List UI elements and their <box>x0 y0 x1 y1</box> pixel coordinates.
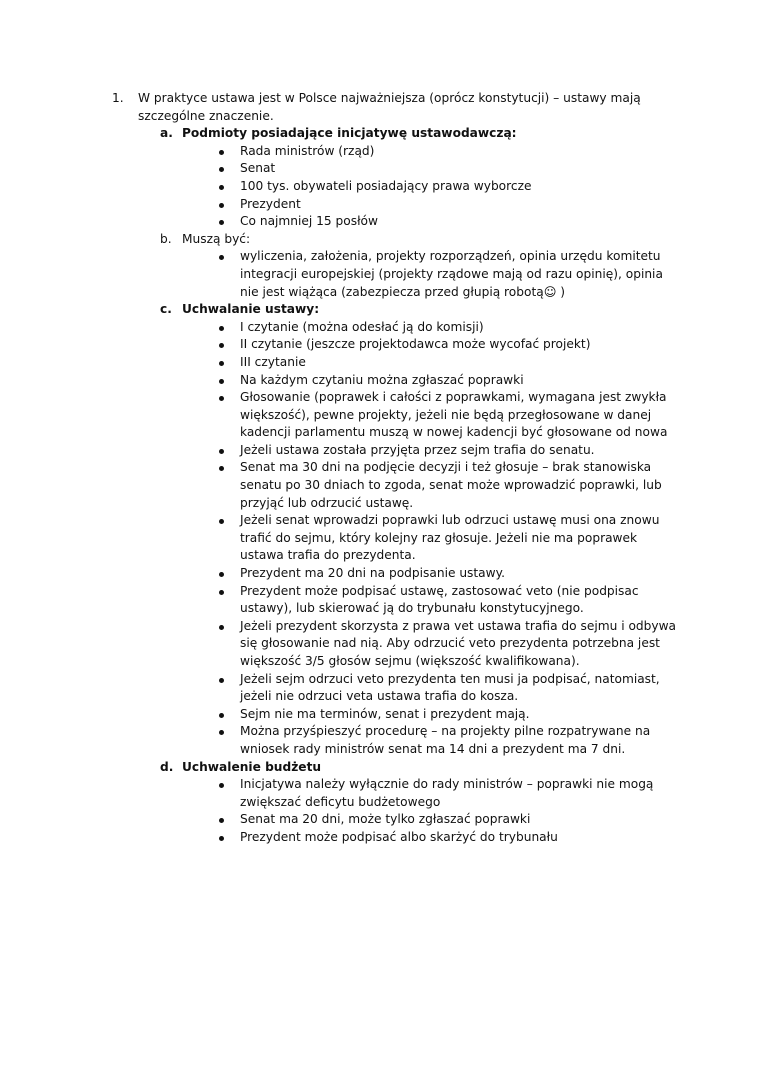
bullet-list <box>0 143 760 231</box>
sub-section-letter: d. <box>160 759 174 774</box>
bullet-item: II czytanie (jeszcze projektodawca może wycofać projekt) <box>240 336 680 354</box>
bullet-item: Sejm nie ma terminów, senat i prezydent mają. <box>240 706 680 724</box>
sub-section-title: Uchwalenie budżetu <box>182 759 322 774</box>
bullet-item: Prezydent <box>240 196 680 214</box>
bullet-item: Prezydent może podpisać ustawę, zastosować veto (nie podpisac ustawy), lub skierować ją do trybunału konstytucyjnego. <box>240 583 680 618</box>
sub-section-heading <box>0 231 760 249</box>
sub-section-heading <box>0 301 760 319</box>
list-item-1 <box>0 90 760 125</box>
sub-section-title: Podmioty posiadające inicjatywę ustawodawczą: <box>182 126 517 141</box>
bullet-item: 100 tys. obywateli posiadający prawa wyborcze <box>240 178 680 196</box>
sub-section <box>0 125 760 231</box>
bullet-item: Można przyśpieszyć procedurę – na projekty pilne rozpatrywane na wniosek rady ministrów senat ma 14 dni a prezydent ma 7 dni. <box>240 723 680 758</box>
sub-section-heading <box>0 759 760 777</box>
bullet-item: Senat ma 30 dni na podjęcie decyzji i też głosuje – brak stanowiska senatu po 30 dniach to zgoda, senat może wprowadzić poprawki, lub przyjąć lub odrzucić ustawę. <box>240 459 680 512</box>
bullet-item: Na każdym czytaniu można zgłaszać poprawki <box>240 372 680 390</box>
sub-section-letter: a. <box>160 126 173 141</box>
sub-section-letter: c. <box>160 302 172 317</box>
bullet-item: Jeżeli ustawa została przyjęta przez sejm trafia do senatu. <box>240 442 680 460</box>
bullet-item: wyliczenia, założenia, projekty rozporządzeń, opinia urzędu komitetu integracji europejskiej (projekty rządowe mają od razu opinię), opinia nie jest wiążąca (zabezpiecza przed głupią robotą☺ ) <box>240 248 680 301</box>
bullet-list <box>0 248 760 301</box>
bullet-item: Jeżeli prezydent skorzysta z prawa vet ustawa trafia do sejmu i odbywa się głosowanie nad nią. Aby odrzucić veto prezydenta potrzebna jest większość 3/5 głosów sejmu (większość kwalifikowana). <box>240 618 680 671</box>
bullet-list <box>0 776 760 846</box>
sub-section-letter: b. <box>160 231 172 246</box>
bullet-item: Jeżeli senat wprowadzi poprawki lub odrzuci ustawę musi ona znowu trafić do sejmu, który kolejny raz głosuje. Jeżeli nie ma poprawek ustawa trafia do prezydenta. <box>240 512 680 565</box>
sub-sections <box>0 125 760 846</box>
bullet-item: Głosowanie (poprawek i całości z poprawkami, wymagana jest zwykła większość), pewne projekty, jeżeli nie będą przegłosowane w danej kadencji parlamentu muszą w nowej kadencji być głosowane od nowa <box>240 389 680 442</box>
sub-section <box>0 759 760 847</box>
item-text: W praktyce ustawa jest w Polsce najważniejsza (oprócz konstytucji) – ustawy mają szczególne znaczenie. <box>138 91 641 123</box>
sub-section <box>0 231 760 301</box>
sub-section <box>0 301 760 758</box>
bullet-item: Prezydent ma 20 dni na podpisanie ustawy. <box>240 565 680 583</box>
bullet-item: Co najmniej 15 posłów <box>240 213 680 231</box>
bullet-item: Inicjatywa należy wyłącznie do rady ministrów – poprawki nie mogą zwiększać deficytu budżetowego <box>240 776 680 811</box>
item-number: 1. <box>112 91 124 105</box>
bullet-item: III czytanie <box>240 354 680 372</box>
bullet-list <box>0 319 760 759</box>
sub-section-heading <box>0 125 760 143</box>
document-body <box>0 90 760 847</box>
bullet-item: I czytanie (można odesłać ją do komisji) <box>240 319 680 337</box>
bullet-item: Jeżeli sejm odrzuci veto prezydenta ten musi ja podpisać, natomiast, jeżeli nie odrzuci veta ustawa trafia do kosza. <box>240 671 680 706</box>
sub-section-title: Muszą być: <box>182 231 251 246</box>
sub-section-title: Uchwalanie ustawy: <box>182 302 320 317</box>
bullet-item: Senat <box>240 160 680 178</box>
bullet-item: Senat ma 20 dni, może tylko zgłaszać poprawki <box>240 811 680 829</box>
bullet-item: Prezydent może podpisać albo skarżyć do trybunału <box>240 829 680 847</box>
bullet-item: Rada ministrów (rząd) <box>240 143 680 161</box>
